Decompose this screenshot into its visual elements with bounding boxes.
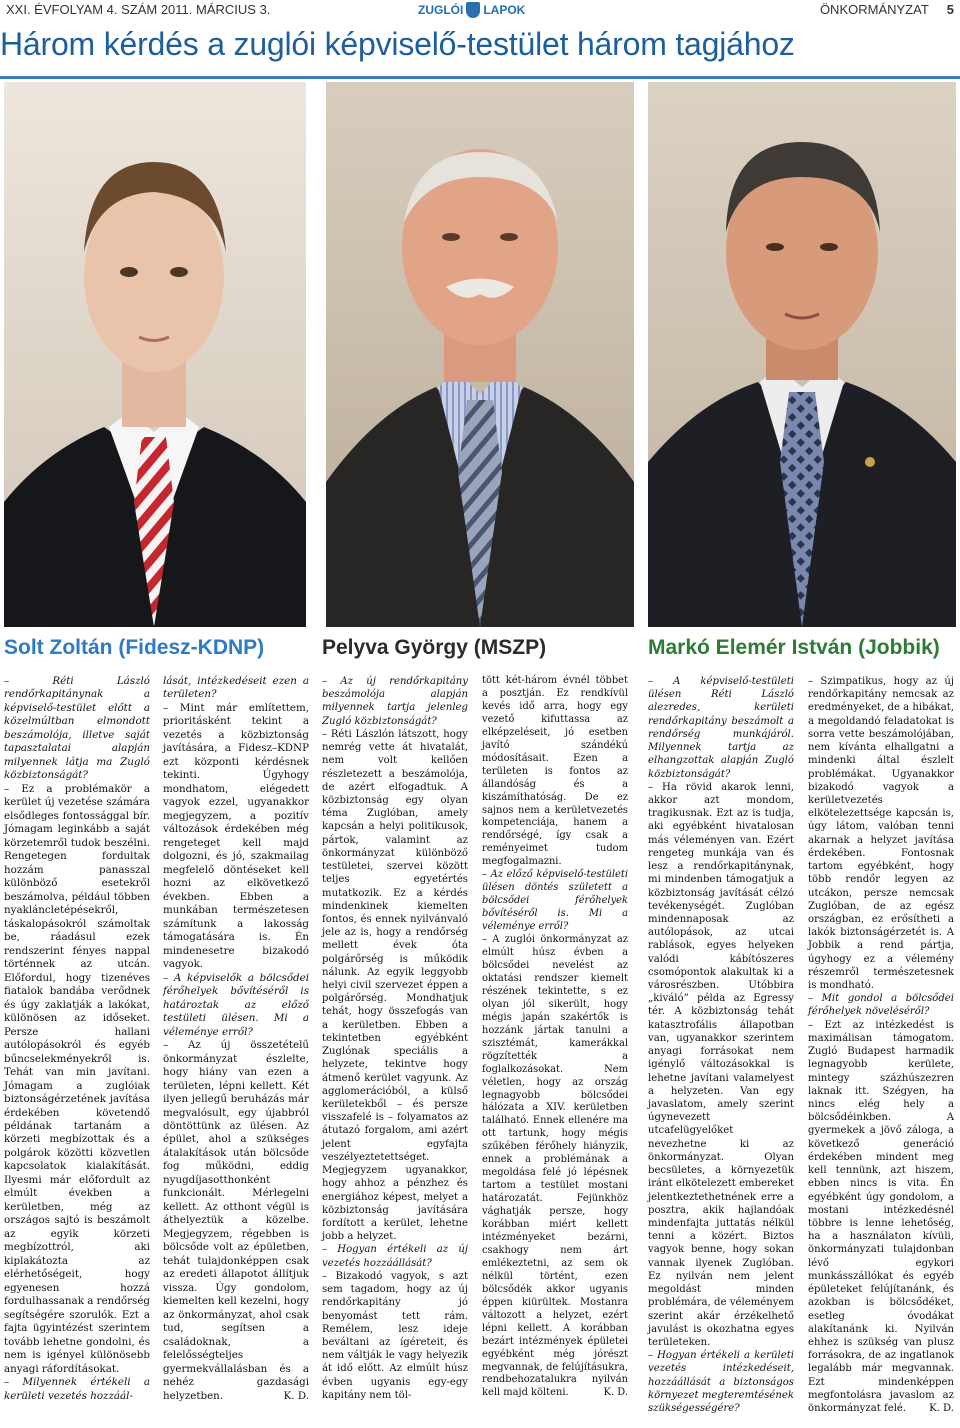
- question-paragraph: – A képviselők a bölcsődei férőhelyek bővítéséről is határoztak az előző testületi ülésen. Mi a véleménye erről?: [163, 971, 309, 1038]
- question-paragraph: – Az előző képviselő-testületi ülésen döntés született a bölcsődei férőhelyek bővítéséről is. Mi a véleménye erről?: [482, 869, 628, 933]
- portrait-pelyva-gyorgy: [326, 82, 634, 627]
- portrait-solt-zoltan: [4, 82, 306, 627]
- logo-right-word: LAPOK: [483, 3, 526, 17]
- title-rule: [0, 76, 960, 79]
- newspaper-logo: [418, 0, 536, 20]
- question-paragraph: – Mit gondol a bölcsődei férőhelyek növeléséről?: [808, 993, 954, 1018]
- text-column-4: [482, 675, 628, 1400]
- page-header: [0, 0, 960, 24]
- name-caption-mszp: Pelyva György (MSZP): [322, 636, 547, 659]
- text-column-6: [808, 675, 954, 1415]
- question-paragraph: – Hogyan értékeli a kerületi vezetés intézkedéseit, hozzáállását a biztonságos környezet megteremtésének szükségességére?: [648, 1350, 794, 1415]
- answer-paragraph: – Ez a problémakör a kerület új vezetése számára elsődleges fontossággal bír. Jómagam leginkább a saját körzetemről tudok beszélni. Rengetegen fordultak hozzám panasszal különböző esetekről beszámolva, például többen nyakláncletépésekről, táskalopásokról számoltak be, ráadásul ezek rendszerint fényes nappal történnek az utcán. Előfordul, hogy tizenéves fiatalok bandába verődnek és úgy zaklatják a lakókat, különösen az időseket. Persze hallani autólopásokról és egyéb bűncselekményekről is. Tehát van min javítani. Jómagam a zuglóiak biztonságérzetének javítása érdekében követendő példának tartanám a körzeti megbízottak és a polgárok közötti közvetlen kapcsolatok kialakítását. Ilyesmi már előfordult az elmúlt években a kerületben, még az országos sajtó is beszámolt az egyik körzeti megbízottról, aki kiplakátozta az elérhetőségeit, hogy egyenesen hozzá fordulhassanak a rendőrség segítségére szorulók. Ezt a fajta ügyintézést szerintem tovább lehetne gondolni, és nem is igényel különösebb anyagi ráfordításokat.: [4, 782, 150, 1375]
- section-line: [820, 2, 954, 17]
- answer-paragraph: tött két-három évnél többet a posztján. Ez rendkívül kevés idő arra, hogy egy vezető kifuttassa az elképzeléseit, jó esetben javító szándékú módosításait. Ezen a területen is fontos az állandóság és a kiszámíthatóság. De ez sajnos nem a kerületvezetés kompetenciája, hanem a rendőrségé, így csak a reményeimet tudom megfogalmazni.: [482, 675, 628, 868]
- answer-paragraph: – Mint már említettem, prioritásként tekint a vezetés a közbiztonság javítására, a Fidesz–KDNP ezt központi kérdésnek tekinti. Úgyhogy mondhatom, elégedett vagyok ezzel, ugyanakkor megjegyzem, a pozitív változások érdekében még rengeteget kell majd dolgozni, és jó, szakmailag megfelelő döntéseket kell hozni az elkövetkező években. Ebben a munkában természetesen számítunk a lakosság támogatására is. Én mindenesetre bizakodó vagyok.: [163, 701, 309, 971]
- article-title: Három kérdés a zuglói képviselő-testület három tagjához: [0, 26, 795, 62]
- text-column-3: [322, 675, 468, 1402]
- answer-paragraph: – Bizakodó vagyok, s azt sem tagadom, hogy az új rendőrkapitány jó benyomást tett rám. Remélem, lesz ideje beváltani az ígéreteit, és nem váltják le vagy helyezik át idő előtt. Az elmúlt húsz évben ugyanis egy-egy kapitány nem töl-: [322, 1270, 468, 1401]
- answer-paragraph: – A zuglói önkormányzat az elmúlt húsz évben a bölcsődei nevelést az oktatási rendszer kiemelt részének tekintette, s ez olyan jól sikerült, hogy mégis japán szakértők is hozzánk jártak tanulni a szisztémát, kamerákkal rögzítették a foglalkozásokat. Nem véletlen, hogy az ország legnagyobb bölcsődei hálózata a XIV. kerületben található. Ennek ellenére ma ott tartunk, hogy mégis szűkében férőhely hiányzik, ennek a problémának a megoldása felé jó lépésnek tartom a testület mostani határozatát. Fejünkhöz vághatják persze, hogy korábban miért kellett intézményeket bezárni, csakhogy nem árt emlékeztetni, az sem ok nélkül történt, ezen bölcsődék akkor ugyanis éppen kiürültek. Mostanra változott a helyzet, ezért lépni kellett. A korábban bezárt intézmények épületei egyébként még jórészt megvannak, de felújításukra, rendbehozatalukra nyilván kell majd költeni. K. D.: [482, 934, 628, 1399]
- question-paragraph: – Milyennek értékeli a kerületi vezetés hozzáál-: [4, 1376, 150, 1402]
- question-paragraph: lását, intézkedéseit ezen a területen?: [163, 675, 309, 701]
- answer-paragraph: – Az új összetételű önkormányzat észlelte, hogy hiány van ezen a területen, lépni kellett. Két ilyen jellegű beruházás már megvalósult, egy újabbról döntöttünk az ülésen. Az épület, ahol a szükséges átalakítások után bölcsőde fog működni, eddig nyugdíjasotthonként funkcionált. Mérlegelni kellett. Az otthont végül is áthelyeztük a közelbe. Megjegyzem, régebben is bölcsőde volt az épületben, tehát tulajdonképpen csak az eredeti állapotot állítjuk vissza. Úgy gondolom, kiemelten kell kezelni, hogy az önkormányzat, ahol csak tud, segítsen a családoknak, a felelősségteljes gyermekvállalásban és a nehéz gazdasági helyzetben. K. D.: [163, 1039, 309, 1402]
- question-paragraph: – Hogyan értékeli az új vezetés hozzáállását?: [322, 1244, 468, 1269]
- answer-paragraph: – Ha rövid akarok lenni, akkor azt mondom, tragikusnak. Ezt az is tudja, aki egyébként hivatalosan más véleményen van. Ezért rengeteg munkája van és lesz a rendőrkapitánynak, mi mindenben támogatjuk a közbiztonság javítását célzó tevékenységét. Zuglóban mindennaposak az autólopások, az utcai rablások, egyes helyeken valódi kábítószeres csomópontok alakultak ki a városrészben. Utóbbira „kiváló” példa az Egressy tér. A közbiztonság tehát katasztrofális állapotban van, ugyanakkor szerintem anyagi forrásokat nem igénylő változásokkal is lehetne javítani valamelyest a helyzeten. Van egy javaslatom, amely szerint úgynevezett utcafelügyelőket nevezhetne ki az önkormányzat. Olyan becsületes, a környezetük iránt elkötelezett embereket jelentkeztethetnének erre a posztra, akik hajlandóak mindenfajta juttatás nélkül tenni a közért. Biztos vagyok benne, hogy sokan vannak ilyenek Zuglóban. Ez nyilván nem jelent megoldást minden problémára, de véleményem szerint akár érzékelhető javulást is okozhatna egyes területeken.: [648, 781, 794, 1348]
- logo-left-word: ZUGLÓI: [418, 3, 464, 17]
- coat-of-arms-icon: [466, 2, 480, 18]
- author-signature: K. D.: [283, 1389, 309, 1402]
- section-name: ÖNKORMÁNYZAT: [819, 2, 929, 17]
- answer-paragraph: – Réti Lászlón látszott, hogy nemrég vette át hivatalát, nem volt kellően részletezett a beszámolója, de azért elfogadtuk. A közbiztonság egy olyan téma Zuglóban, amely kapcsán a helyi politikusok, pártok, valamint az önkormányzat különböző testületei, szervei között teljes egyetértés mutatkozik. Ez a kérdés mindenkinek kiemelten fontos, és ennek nyilvánvaló jele az is, hogy a rendőrség mellett évek óta polgárőrség is működik nálunk. Az egyik leggyobb helyi civil szervezet éppen a polgárőrség. Mondhatjuk tehát, hogy összefogás van a kerületben. Ebben a tekintetben egyébként Zuglónak speciális a helyzete, tekintve hogy átmenő kerület vagyunk. Az agglomerációból, a külső kerületekből – és persze visszafelé is – folyamatos az átutazó forgalom, ami azért jelent egyfajta veszélyeztetettséget. Megjegyzem ugyanakkor, hogy ahhoz a pénzhez és energiához képest, melyet a közbiztonság javítására fordított a kerület, lehetne jobb a helyzet.: [322, 728, 468, 1243]
- name-caption-fidesz: Solt Zoltán (Fidesz-KDNP): [4, 636, 265, 659]
- question-paragraph: – Az új rendőrkapitány beszámolója alapján milyennek tartja jelenleg Zugló közbiztonságát?: [322, 676, 468, 727]
- question-paragraph: – A képviselő-testületi ülésen Réti László alezredes, kerületi rendőrkapitány beszámolt a rendőrség munkájáról. Milyennek tartja az elhangzottak alapján Zugló közbiztonságát?: [648, 676, 794, 780]
- page-number: 5: [946, 2, 954, 17]
- answer-paragraph: – Ezt az intézkedést is maximálisan támogatom. Zugló Budapest harmadik legnagyobb kerülete, mintegy százhúszezren laknak itt. Szégyen, ha nincs elég hely a bölcsődéinkben. A gyermekek a jövő záloga, a következő generáció érdekében mindent meg kell tennünk, azt hiszem, ebben nincs is vita. Én egyébként úgy gondolom, a mostani intézkedésnél többre is lenne lehetőség, ha a használaton kívüli, önkormányzati tulajdonban lévő egykori munkásszállókat és egyéb épületeket felújítanánk, és azokban is bölcsődéket, esetleg óvodákat alakítanánk ki. Nyilván ehhez is szükség van plusz forrásokra, de az ingatlanok legalább már megvannak. Ezt mindenképpen megfontolásra javaslom az önkormányzat felé. K. D.: [808, 1019, 954, 1415]
- question-paragraph: – Réti László rendőrkapitánynak a képviselő-testület előtt a közelmúltban elmondott beszámolója, illetve saját tapasztalatai alapján milyennek látja ma Zugló közbiztonságát?: [4, 675, 150, 782]
- text-column-2: [163, 675, 309, 1403]
- portrait-marko-elemer-istvan: [648, 82, 956, 627]
- text-column-1: [4, 675, 150, 1403]
- text-column-5: [648, 675, 794, 1415]
- issue-line: XXI. ÉVFOLYAM 4. SZÁM 2011. MÁRCIUS 3.: [6, 2, 271, 17]
- answer-paragraph: – Szimpatikus, hogy az új rendőrkapitány nemcsak az eredményeket, de a hibákat, a megoldandó feladatokat is sorra vette beszámolójában, nem kívánta elhallgatni a mindenki által észlelt problémákat. Ugyanakkor bizakodó vagyok a kerületvezetés elkötelezettsége kapcsán is, úgy látom, valóban tenni akarnak a helyzet javítása érdekében. Fontosnak tartom egyébként, hogy több rendőr legyen az utcákon, persze nemcsak Zuglóban, de az egész országban, ez erősítheti a lakók biztonságérzetét is. A Jobbik a rend pártja, úgyhogy ez a vélemény részemről természetesnek is mondható.: [808, 676, 954, 992]
- name-caption-jobbik: Markó Elemér István (Jobbik): [648, 636, 940, 659]
- author-signature: K. D.: [603, 1387, 628, 1399]
- author-signature: K. D.: [929, 1403, 954, 1415]
